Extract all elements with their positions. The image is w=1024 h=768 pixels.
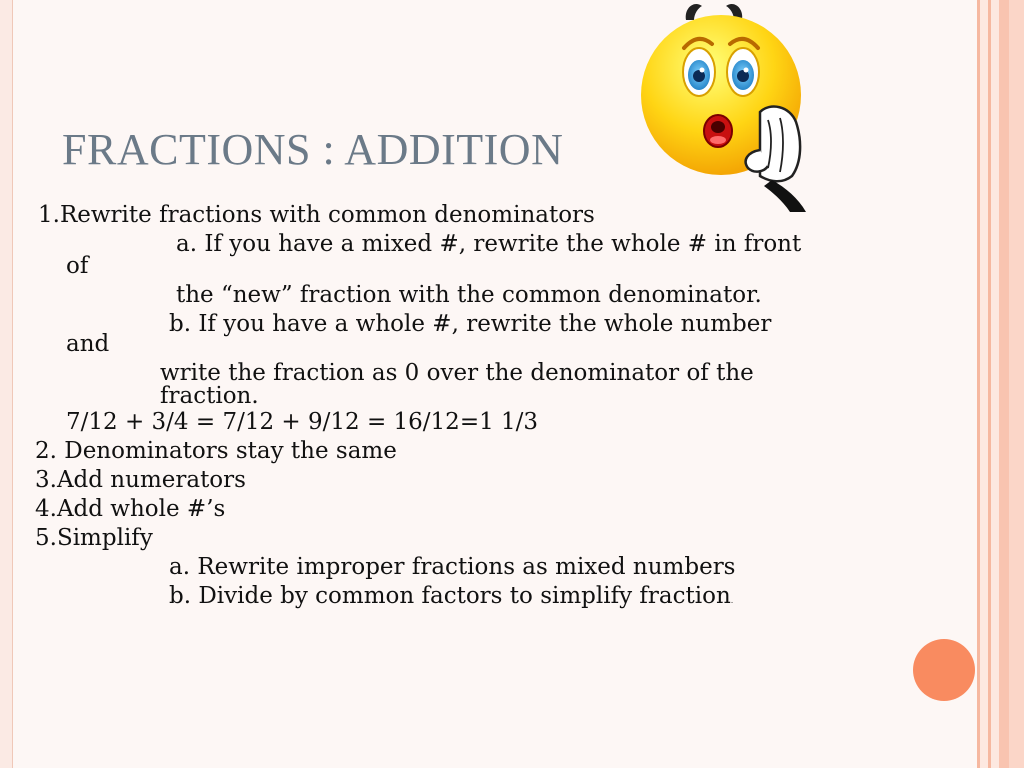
substep-a-continued-text: the “new” fraction with the common denominator. [176, 282, 762, 308]
example-equation: 7/12 + 3/4 = 7/12 + 9/12 = 16/12=1 1/3 [66, 409, 539, 435]
slide-title: FRACTIONS : ADDITION [62, 125, 564, 174]
worried-face-icon [636, 0, 814, 216]
left-border [0, 0, 13, 768]
substep-a-text: a. If you have a mixed #, rewrite the whole # in front [176, 231, 802, 257]
substep-b-continued-text: write the fraction as 0 over the denominator of the [160, 360, 754, 386]
substep-5b-text [169, 582, 733, 615]
step-1-text: 1.Rewrite fractions with common denominators [38, 202, 595, 228]
accent-circle [913, 639, 975, 701]
substep-5b-label: b. Divide by common factors to simplify fraction [169, 583, 731, 609]
step-2-text: 2. Denominators stay the same [35, 438, 397, 464]
substep-a-wrap-text: of [66, 253, 89, 279]
substep-b-wrap-text: and [66, 331, 110, 357]
trailing-period: . [730, 596, 734, 605]
step-4-text: 4.Add whole #’s [35, 496, 226, 522]
substep-5a-text: a. Rewrite improper fractions as mixed numbers [169, 554, 736, 580]
substep-b-text: b. If you have a whole #, rewrite the whole number [169, 311, 772, 337]
step-5-text: 5.Simplify [35, 525, 153, 551]
step-3-text: 3.Add numerators [35, 467, 246, 493]
right-border-stripes [977, 0, 1024, 768]
substep-b-wrap2-text: fraction. [160, 383, 259, 409]
